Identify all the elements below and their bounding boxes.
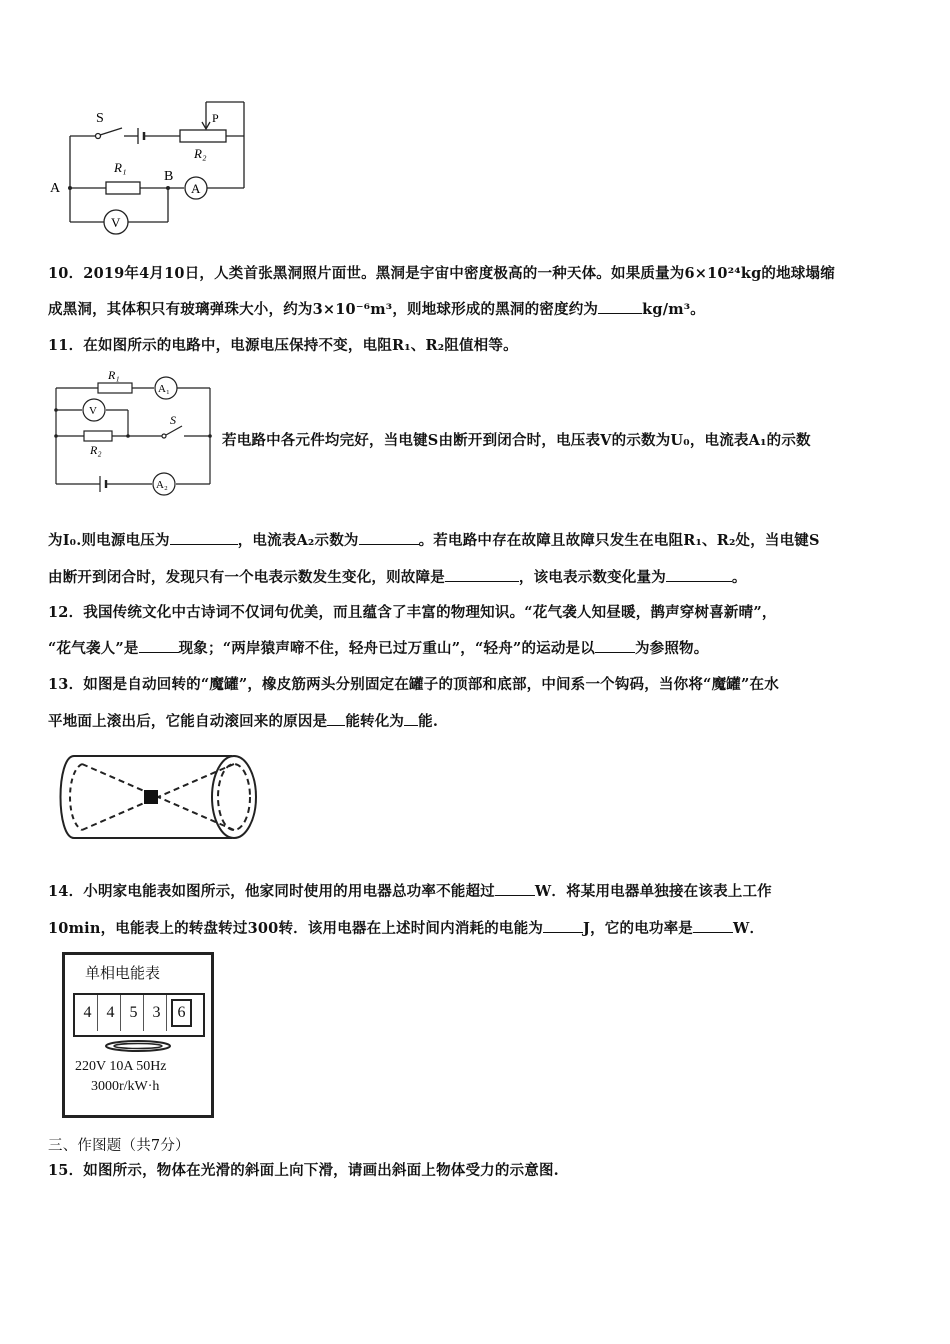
- q11-line-3-a: 为I₀.则电源电压为: [48, 532, 170, 549]
- q11-a1-label: A₁: [158, 383, 170, 395]
- q11-r1-label: R₁: [108, 368, 120, 382]
- q13-energy-to-blank[interactable]: [404, 711, 418, 726]
- q11-a2-reading-blank[interactable]: [359, 530, 419, 545]
- q13-line-2-b: 能转化为: [345, 713, 405, 730]
- q13-line-1: 13．如图是自动回转的“魔罐”，橡皮筋两头分别固定在罐子的顶部和底部，中间系一个钩码，当你将“魔罐”在水: [48, 676, 779, 693]
- slider-label: P: [212, 111, 219, 125]
- q11-a2-label: A₂: [156, 479, 168, 491]
- hook-weight: [144, 790, 158, 804]
- r2-label: R₂: [194, 146, 207, 161]
- q11-v-label: V: [89, 405, 97, 417]
- q12-phenomenon-blank[interactable]: [139, 638, 179, 653]
- q14-power-blank[interactable]: [693, 918, 733, 933]
- q13-line-2: [48, 710, 438, 731]
- point-a-label: A: [50, 181, 61, 196]
- q14-max-power-blank[interactable]: [495, 881, 535, 896]
- circuit-figure-q11: [50, 368, 216, 498]
- meter-digit: 4: [106, 1004, 115, 1021]
- q10-line-2: [48, 298, 705, 319]
- meter-digit: 4: [83, 1004, 92, 1021]
- q10-line-1: 10．2019年4月10日，人类首张黑洞照片面世。黑洞是宇宙中密度极高的一种天体。如果质量为6×10²⁴kg的地球塌缩: [48, 265, 835, 282]
- electric-meter-figure: [62, 952, 214, 1118]
- meter-title: 单相电能表: [85, 964, 161, 982]
- r1-label: R₁: [114, 160, 127, 175]
- q11-line-4-c: 。: [731, 569, 747, 586]
- q11-line-3-b: ，电流表A₂示数为: [237, 532, 359, 549]
- q11-line-4-b: ，该电表示数变化量为: [518, 569, 666, 586]
- point-b-label: B: [164, 169, 174, 184]
- meter-disc-icon: [103, 1037, 173, 1055]
- ammeter-label: A: [191, 181, 201, 196]
- q14-line-2-b: J，它的电功率是: [583, 920, 694, 937]
- switch-label: S: [96, 111, 104, 126]
- q11-side-text: 若电路中各元件均完好，当电键S由断开到闭合时，电压表V的示数为U₀，电流表A₁的示数: [222, 432, 811, 449]
- q11-fault-blank[interactable]: [445, 567, 519, 582]
- meter-digits: [73, 993, 205, 1037]
- q11-line-4: [48, 566, 747, 587]
- q14-energy-blank[interactable]: [543, 918, 583, 933]
- q11-line-3: [48, 529, 820, 550]
- q14-line-1-b: W．将某用电器单独接在该表上工作: [534, 883, 772, 900]
- q11-r2-label: R₂: [90, 443, 102, 457]
- q12-line-2-a: “花气袭人”是: [48, 640, 139, 657]
- meter-digit: 5: [129, 1004, 138, 1021]
- section-3-title: 三、作图题（共7分）: [48, 1138, 190, 1154]
- q11-line-3-c: 。若电路中存在故障且故障只发生在电阻R₁、R₂处，当电键S: [418, 532, 820, 549]
- q11-source-voltage-blank[interactable]: [170, 530, 238, 545]
- q10-line-2-text: 成黑洞，其体积只有玻璃弹珠大小，约为3×10⁻⁶m³，则地球形成的黑洞的密度约为: [48, 301, 599, 318]
- q10-line-2-unit: kg/m³。: [642, 301, 705, 318]
- q12-line-2-b: 现象；“两岸猿声啼不住，轻舟已过万重山”，“轻舟”的运动是以: [178, 640, 595, 657]
- q14-line-1: [48, 880, 772, 901]
- q15-line-1: 15．如图所示，物体在光滑的斜面上向下滑，请画出斜面上物体受力的示意图.: [48, 1162, 559, 1179]
- q11-line-4-a: 由断开到闭合时，发现只有一个电表示数发生变化，则故障是: [48, 569, 445, 586]
- q12-reference-blank[interactable]: [595, 638, 635, 653]
- voltmeter-label: V: [111, 215, 121, 230]
- q12-line-2-c: 为参照物。: [634, 640, 709, 657]
- meter-digit-decimal: 6: [171, 999, 192, 1027]
- q11-line-1: 11．在如图所示的电路中，电源电压保持不变，电阻R₁、R₂阻值相等。: [48, 337, 518, 354]
- q13-energy-from-blank[interactable]: [327, 711, 345, 726]
- q11-change-blank[interactable]: [666, 567, 732, 582]
- q14-line-2: [48, 917, 764, 938]
- q13-line-2-a: 平地面上滚出后，它能自动滚回来的原因是: [48, 713, 328, 730]
- q14-line-2-c: W．: [733, 920, 765, 937]
- q14-line-1-a: 14．小明家电能表如图所示，他家同时使用的用电器总功率不能超过: [48, 883, 495, 900]
- q10-answer-blank[interactable]: [598, 299, 642, 314]
- meter-spec-constant: 3000r/kW·h: [91, 1079, 160, 1094]
- q13-line-2-c: 能.: [418, 713, 439, 730]
- q14-line-2-a: 10min，电能表上的转盘转过300转．该用电器在上述时间内消耗的电能为: [48, 920, 544, 937]
- meter-digit: 3: [152, 1004, 161, 1021]
- q11-s-label: S: [170, 413, 176, 427]
- circuit-figure-q9: [40, 98, 260, 248]
- meter-spec-rating: 220V 10A 50Hz: [75, 1059, 167, 1074]
- q12-line-1: 12．我国传统文化中古诗词不仅词句优美，而且蕴含了丰富的物理知识。“花气袭人知昼暖，鹊声穿树喜新晴”，: [48, 604, 777, 621]
- magic-can-figure: [52, 750, 262, 844]
- q12-line-2: [48, 637, 708, 658]
